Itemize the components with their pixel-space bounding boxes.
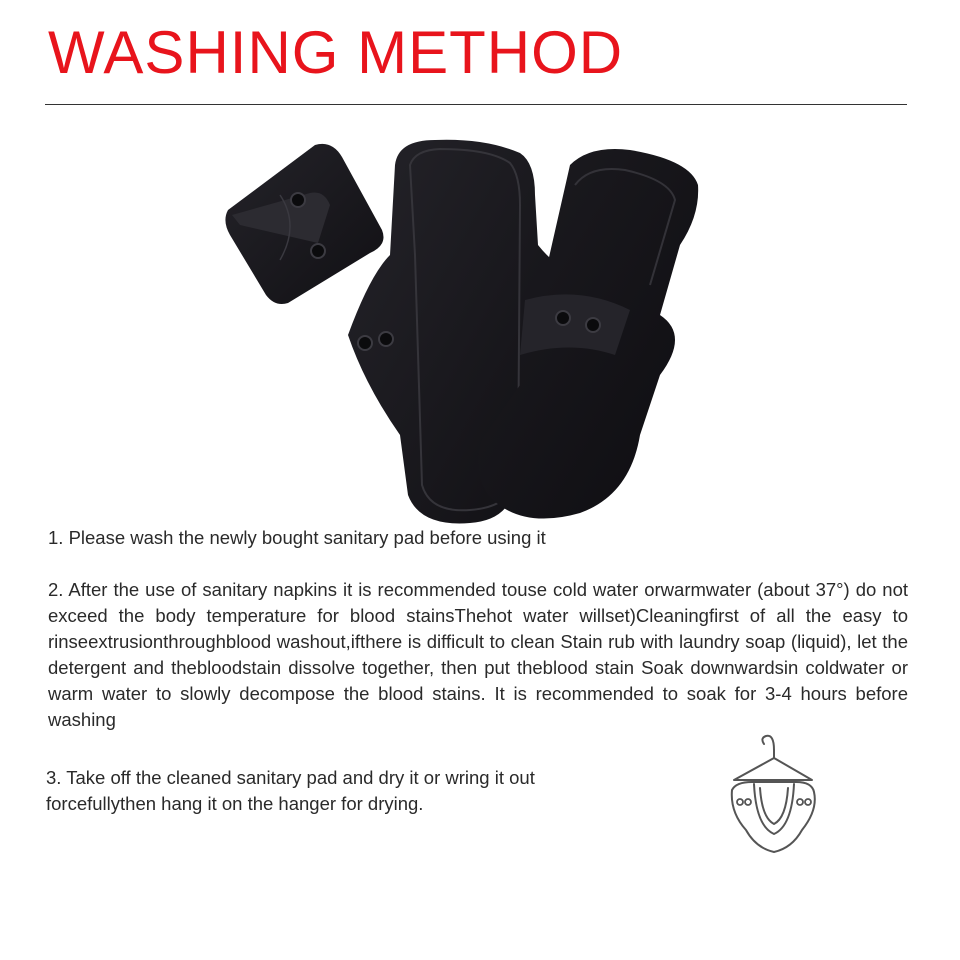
title-divider [45,104,907,105]
page-title: WASHING METHOD [48,19,624,86]
step-3-text: 3. Take off the cleaned sanitary pad and dry it or wring it out forcefullythen hang it on the hanger for drying. [46,767,535,814]
pad-on-hanger-icon [722,730,822,860]
folded-pad [225,144,383,304]
cloth-pads-photo [220,135,720,530]
step-1-text: 1. Please wash the newly bought sanitary pad before using it [48,527,546,548]
step-2-text: 2. After the use of sanitary napkins it is recommended touse cold water orwarmwater (about 37°) do not exceed the body temperature for blood stainsThehot water willset)Cleaningfirst of all the easy to rinseextrusionthroughblood washout,ifthere is difficult to clean Stain rub with laundry soap (liquid), let the detergent and thebloodstain dissolve together, then put theblood stain Soak downwardsin coldwater or warm water to slowly decompose the blood stains. It is recommended to soak for 3-4 hours before washing [48,579,908,730]
